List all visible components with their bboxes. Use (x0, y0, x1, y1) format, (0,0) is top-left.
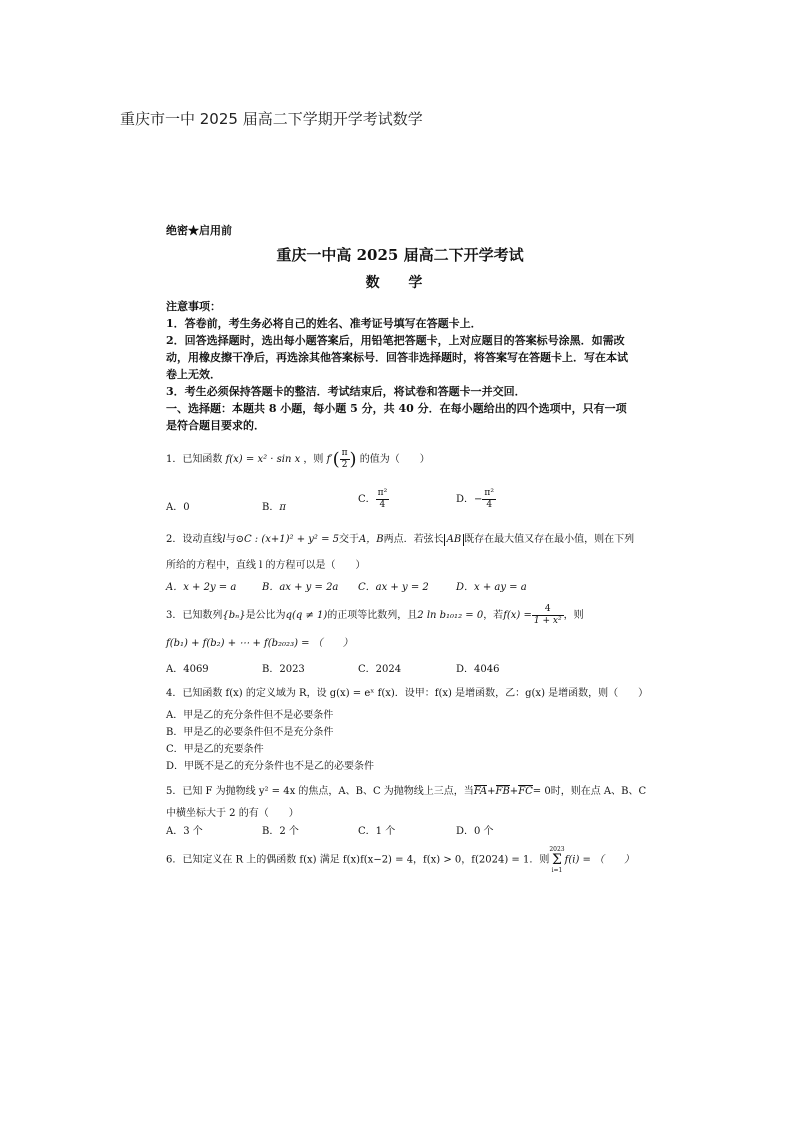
q1-fraction (340, 448, 350, 471)
q1-suffix: 的值为（ ） (359, 454, 430, 465)
question-5-stem-line-2: 中横坐标大于 2 的有（ ） (166, 808, 299, 819)
question-2-stem-line-1: 2．设动直线l与⊙C : (x+1)² + y² = 5交于A，B两点．若弦长 AB 既存在最大值又存在最小值，则在下列 (166, 534, 635, 545)
q1-fraction-denominator: 2 (341, 460, 348, 470)
q1-fraction-numerator: π (341, 448, 348, 458)
q1-option-c: C． $\frac{\text{π²}}{4}$ (358, 488, 388, 510)
q2-chord-length: AB (444, 534, 465, 546)
q2-option-c: C．ax + y = 2 (358, 582, 429, 593)
summation-symbol: 2023 Σ i=1 (549, 846, 565, 874)
vector-fc: FC (518, 786, 533, 797)
q1-function: f(x) = x² · sin x (225, 454, 301, 465)
notice-heading: 注意事项： (166, 300, 221, 313)
q4-option-b: B．甲是乙的必要条件但不是充分条件 (166, 727, 334, 738)
notice-section (166, 298, 628, 434)
notice-item: 2．回答选择题时，选出每小题答案后，用铅笔把答题卡，上对应题目的答案标号涂黑．如需改动，用橡皮擦干净后，再选涂其他答案标号．回答非选择题时，将答案写在答题卡上．写在本试卷上无效． (166, 334, 628, 381)
question-2-stem-line-2: 所给的方程中，直线 l 的方程可以是（ ） (166, 560, 366, 571)
q5-option-a: A．3 个 (166, 826, 203, 837)
confidential-label: 绝密★启用前 (166, 224, 232, 237)
exam-title: 重庆一中高 2025 届高二下开学考试 (276, 246, 524, 264)
q3-option-a: A．4069 (166, 664, 209, 675)
question-3-stem-line-1: 3．已知数列{bₙ}是公比为q(q ≠ 1)的正项等比数列，且2 ln b₁₀₁₂ = 0，若f(x) = $\frac{4}{\text{1 + x²}}$ ，则 (166, 604, 584, 626)
q5-option-c: C．1 个 (358, 826, 396, 837)
question-4-stem: 4．已知函数 f(x) 的定义域为 R，设 g(x) = eˣ f(x)．设甲：f(x) 是增函数，乙：g(x) 是增函数，则（ ） (166, 688, 649, 699)
question-3-stem-line-2: f(b₁) + f(b₂) + ⋯ + f(b₂₀₂₃) = （ ） (166, 638, 353, 649)
q2-option-d: D．x + ay = a (456, 582, 527, 593)
document-title: 重庆市一中 2025 届高二下学期开学考试数学 (120, 110, 423, 128)
q4-option-a: A．甲是乙的充分条件但不是必要条件 (166, 710, 334, 721)
q1-option-b: B．π (262, 502, 286, 513)
vector-fa: FA (473, 786, 488, 797)
q1-option-d: D．− $\frac{\text{π²}}{4}$ (456, 488, 494, 510)
q4-option-d: D．甲既不是乙的充分条件也不是乙的必要条件 (166, 761, 375, 772)
notice-item: 3．考生必须保持答题卡的整洁．考试结束后，将试卷和答题卡一并交回． (166, 385, 526, 398)
question-6-stem: 6．已知定义在 R 上的偶函数 f(x) 满足 f(x)f(x−2) = 4，f(x) > 0，f(2024) = 1．则2023 Σ i=1f(i) = （ ） (166, 846, 635, 874)
question-5-stem-line-1: 5．已知 F 为抛物线 y² = 4x 的焦点，A、B、C 为抛物线上三点，当FA+FB+FC= 0时，则在点 A、B、C (166, 786, 647, 797)
q3-option-c: C．2024 (358, 664, 402, 675)
q4-option-c: C．甲是乙的充要条件 (166, 744, 264, 755)
q1-mid: ，则 (303, 454, 324, 465)
q1-derivative: f′ (326, 454, 333, 465)
subject-title: 数 学 (365, 275, 435, 291)
notice-item: 1．答卷前，考生务必将自己的姓名、准考证号填写在答题卡上． (166, 317, 482, 330)
q3-option-b: B．2023 (262, 664, 305, 675)
exam-page-scan (160, 220, 649, 880)
question-1-stem: 1．已知函数 f(x) = x² · sin x ，则 f′( $\frac{\pi}{2}$ ) 的值为（ ） (166, 448, 430, 470)
q5-option-b: B．2 个 (262, 826, 299, 837)
q2-option-a: A．x + 2y = a (166, 582, 237, 593)
vector-fb: FB (495, 786, 510, 797)
q3-option-d: D．4046 (456, 664, 500, 675)
q5-option-d: D．0 个 (456, 826, 494, 837)
q1-prefix: 1．已知函数 (166, 454, 223, 465)
q1-option-a: A．0 (166, 502, 190, 513)
section-heading: 一、选择题：本题共 8 小题，每小题 5 分，共 40 分．在每小题给出的四个选项中，只有一项是符合题目要求的． (166, 402, 627, 432)
q2-option-b: B．ax + y = 2a (262, 582, 339, 593)
